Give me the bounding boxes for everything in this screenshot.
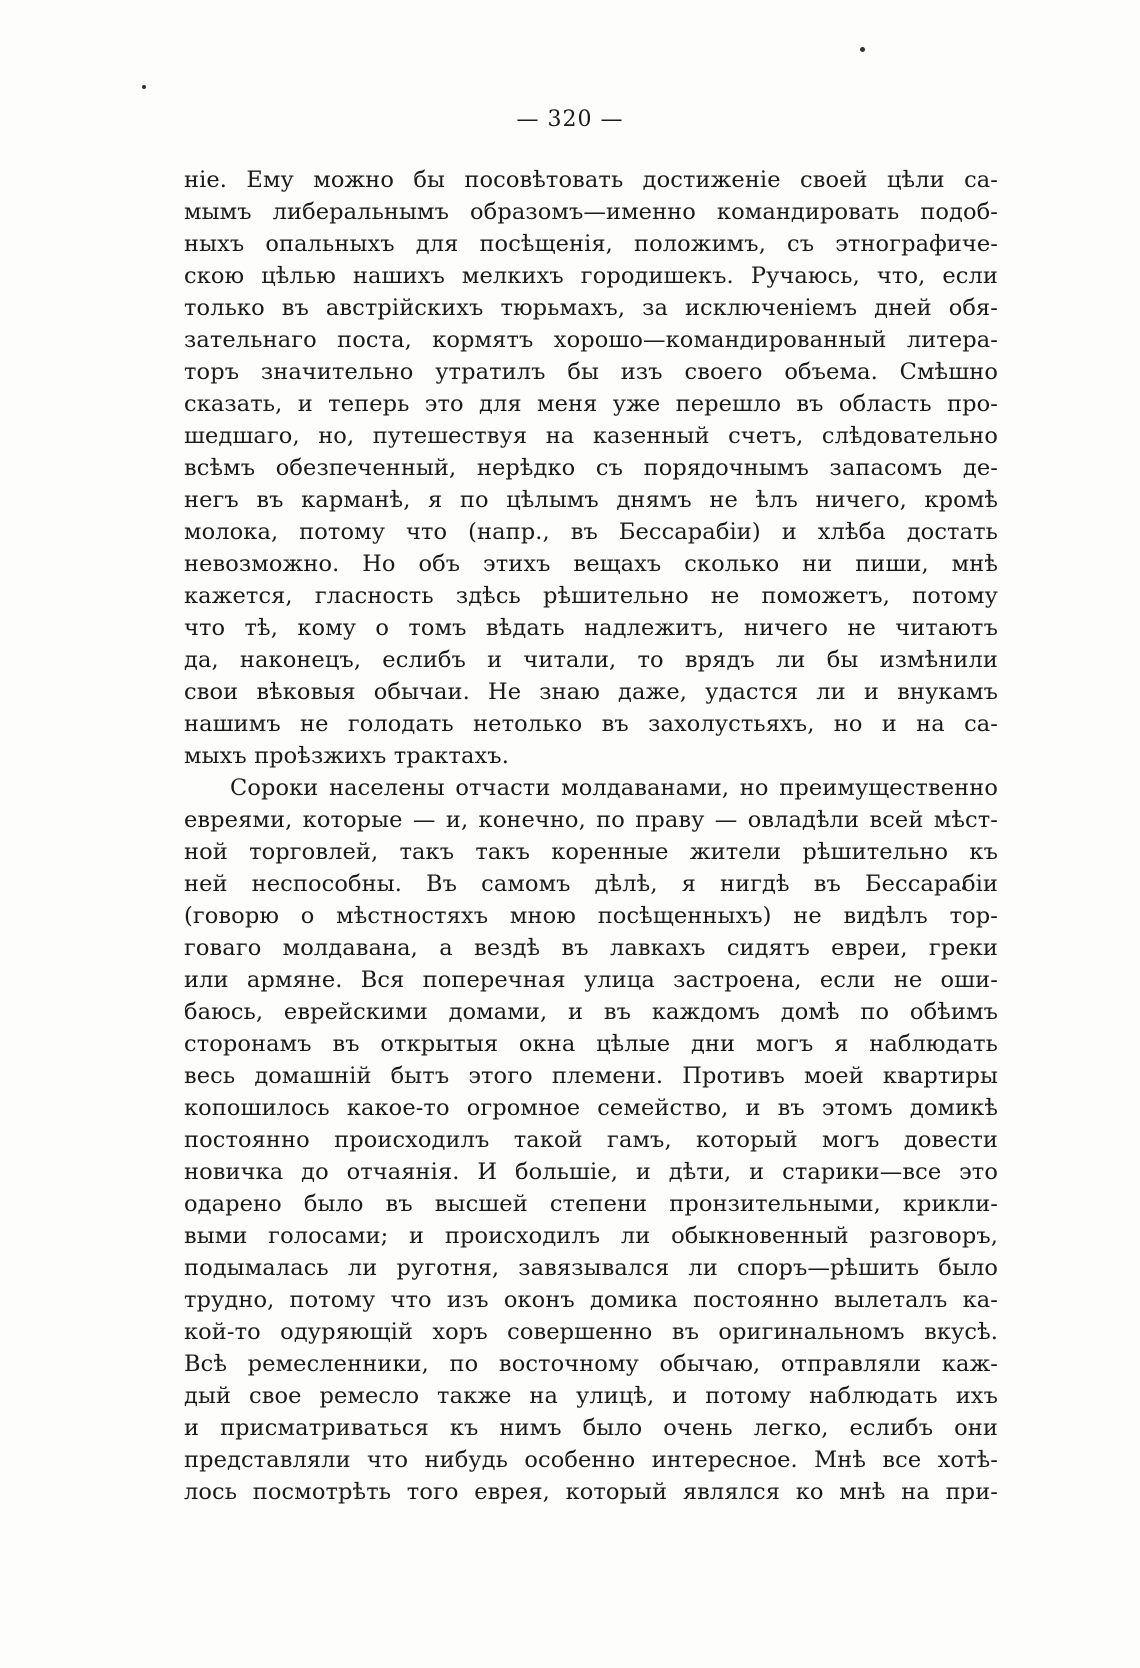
text-line: баюсь, еврейскими домами, и въ каждомъ домѣ по обѣимъ <box>184 999 998 1025</box>
text-line: ныхъ опальныхъ для посѣщенія, положимъ, съ этнографиче- <box>184 231 998 257</box>
text-line: да, наконецъ, еслибъ и читали, то врядъ ли бы измѣнили <box>184 647 998 673</box>
text-line: свои вѣковыя обычаи. Не знаю даже, удастся ли и внукамъ <box>184 679 998 705</box>
text-line: ной торговлей, такъ такъ коренные жители рѣшительно къ <box>184 839 998 865</box>
text-line: евреями, которые — и, конечно, по праву — овладѣли всей мѣст- <box>184 807 998 833</box>
text-line: Всѣ ремесленники, по восточному обычаю, отправляли каж- <box>184 1351 998 1377</box>
text-line: копошилось какое-то огромное семейство, и въ этомъ домикѣ <box>184 1095 998 1121</box>
text-line: ніе. Ему можно бы посовѣтовать достиженіе своей цѣли са- <box>184 167 998 193</box>
text-line: говаго молдавана, а вездѣ въ лавкахъ сидятъ евреи, греки <box>184 935 998 961</box>
text-line: весь домашній бытъ этого племени. Противъ моей квартиры <box>184 1063 998 1089</box>
text-line: молока, потому что (напр., въ Бессарабіи) и хлѣба достать <box>184 519 998 545</box>
text-line: трудно, потому что изъ оконъ домика постоянно вылеталъ ка- <box>184 1287 998 1313</box>
text-line: всѣмъ обезпеченный, нерѣдко съ порядочнымъ запасомъ де- <box>184 455 998 481</box>
text-line: постоянно происходилъ такой гамъ, который могъ довести <box>184 1127 998 1153</box>
text-line: торъ значительно утратилъ бы изъ своего объема. Смѣшно <box>184 359 998 385</box>
scan-speck <box>860 47 865 52</box>
text-line: выми голосами; и происходилъ ли обыкновенный разговоръ, <box>184 1223 998 1249</box>
text-body <box>184 164 998 1508</box>
text-line: сторонамъ въ открытыя окна цѣлые дни могъ я наблюдать <box>184 1031 998 1057</box>
text-line: представляли что нибудь особенно интересное. Мнѣ все хотѣ- <box>184 1447 998 1473</box>
text-line: и присматриваться къ нимъ было очень легко, еслибъ они <box>184 1415 998 1441</box>
text-line: или армяне. Вся поперечная улица застроена, если не оши- <box>184 967 998 993</box>
text-line: мымъ либеральнымъ образомъ—именно командировать подоб- <box>184 199 998 225</box>
text-line: подымалась ли руготня, завязывался ли споръ—рѣшить было <box>184 1255 998 1281</box>
scan-speck <box>142 85 146 89</box>
text-line: невозможно. Но объ этихъ вещахъ сколько ни пиши, мнѣ <box>184 551 998 577</box>
text-line: лось посмотрѣть того еврея, который являлся ко мнѣ на при- <box>184 1479 998 1505</box>
text-line: Сороки населены отчасти молдаванами, но преимущественно <box>230 775 998 801</box>
text-line: зательнаго поста, кормятъ хорошо—командированный литера- <box>184 327 998 353</box>
text-line: ней неспособны. Въ самомъ дѣлѣ, я нигдѣ въ Бессарабіи <box>184 871 998 897</box>
text-line: (говорю о мѣстностяхъ мною посѣщенныхъ) не видѣлъ тор- <box>184 903 998 929</box>
text-line: шедшаго, но, путешествуя на казенный счетъ, слѣдовательно <box>184 423 998 449</box>
text-line: кажется, гласность здѣсь рѣшительно не поможетъ, потому <box>184 583 998 609</box>
text-line: сказать, и теперь это для меня уже перешло въ область про- <box>184 391 998 417</box>
text-line: нашимъ не голодать нетолько въ захолустьяхъ, но и на са- <box>184 711 998 737</box>
text-line: мыхъ проѣзжихъ трактахъ. <box>184 743 509 769</box>
text-line: дый свое ремесло также на улицѣ, и потому наблюдать ихъ <box>184 1383 998 1409</box>
text-line: кой-то одуряющій хоръ совершенно въ оригинальномъ вкусѣ. <box>184 1319 998 1345</box>
page-number: — 320 — <box>516 107 624 132</box>
text-line: одарено было въ высшей степени пронзительными, крикли- <box>184 1191 998 1217</box>
text-line: только въ австрійскихъ тюрьмахъ, за исключеніемъ дней обя- <box>184 295 998 321</box>
text-line: что тѣ, кому о томъ вѣдать надлежитъ, ничего не читаютъ <box>184 615 998 641</box>
text-line: негъ въ карманѣ, я по цѣлымъ днямъ не ѣлъ ничего, кромѣ <box>184 487 998 513</box>
text-line: скою цѣлью нашихъ мелкихъ городишекъ. Ручаюсь, что, если <box>184 263 998 289</box>
text-line: новичка до отчаянія. И большіе, и дѣти, и старики—все это <box>184 1159 998 1185</box>
